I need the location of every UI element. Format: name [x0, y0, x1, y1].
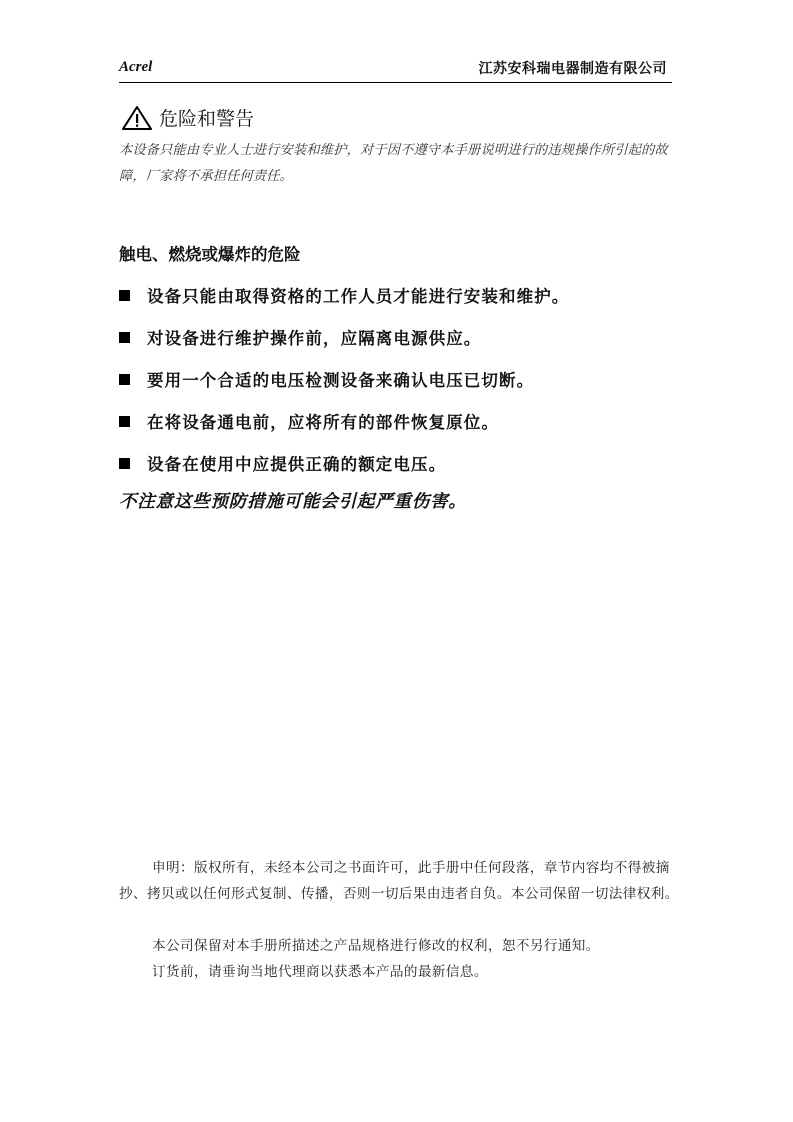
copyright-statement: 申明：版权所有，未经本公司之书面许可，此手册中任何段落，章节内容均不得被摘抄、拷贝或以任何形式复制、传播，否则一切后果由违者自负。本公司保留一切法律权利。: [119, 860, 679, 902]
caution-note: 不注意这些预防措施可能会引起严重伤害。: [119, 492, 467, 512]
warning-description: 本设备只能由专业人士进行安装和维护，对于因不遵守本手册说明进行的违规操作所引起的故障，厂家将不承担任何责任。: [119, 143, 668, 184]
warning-triangle-icon: [121, 105, 153, 131]
hazard-item-text: 对设备进行维护操作前，应隔离电源供应。: [147, 329, 482, 348]
hazard-heading: 触电、燃烧或爆炸的危险: [119, 245, 301, 264]
spec-change-notice: 本公司保留对本手册所描述之产品规格进行修改的权利，恕不另行通知。: [152, 938, 600, 954]
hazard-item: [119, 325, 481, 349]
square-bullet-icon: [119, 458, 130, 469]
hazard-item-text: 在将设备通电前，应将所有的部件恢复原位。: [147, 413, 499, 432]
square-bullet-icon: [119, 332, 130, 343]
warning-heading: [121, 104, 254, 131]
hazard-item-text: 要用一个合适的电压检测设备来确认电压已切断。: [147, 371, 535, 390]
header-divider: [119, 82, 672, 83]
brand-logo-text: Acrel: [119, 59, 153, 75]
hazard-item: [119, 367, 534, 391]
hazard-item-text: 设备只能由取得资格的工作人员才能进行安装和维护。: [147, 287, 570, 306]
hazard-item: [119, 283, 569, 307]
hazard-item: [119, 451, 446, 475]
hazard-item: [119, 409, 499, 433]
hazard-item-text: 设备在使用中应提供正确的额定电压。: [147, 455, 447, 474]
square-bullet-icon: [119, 416, 130, 427]
warning-title: 危险和警告: [159, 108, 255, 130]
company-name: 江苏安科瑞电器制造有限公司: [478, 61, 667, 77]
square-bullet-icon: [119, 374, 130, 385]
ordering-notice: 订货前，请垂询当地代理商以获悉本产品的最新信息。: [152, 964, 488, 980]
square-bullet-icon: [119, 290, 130, 301]
